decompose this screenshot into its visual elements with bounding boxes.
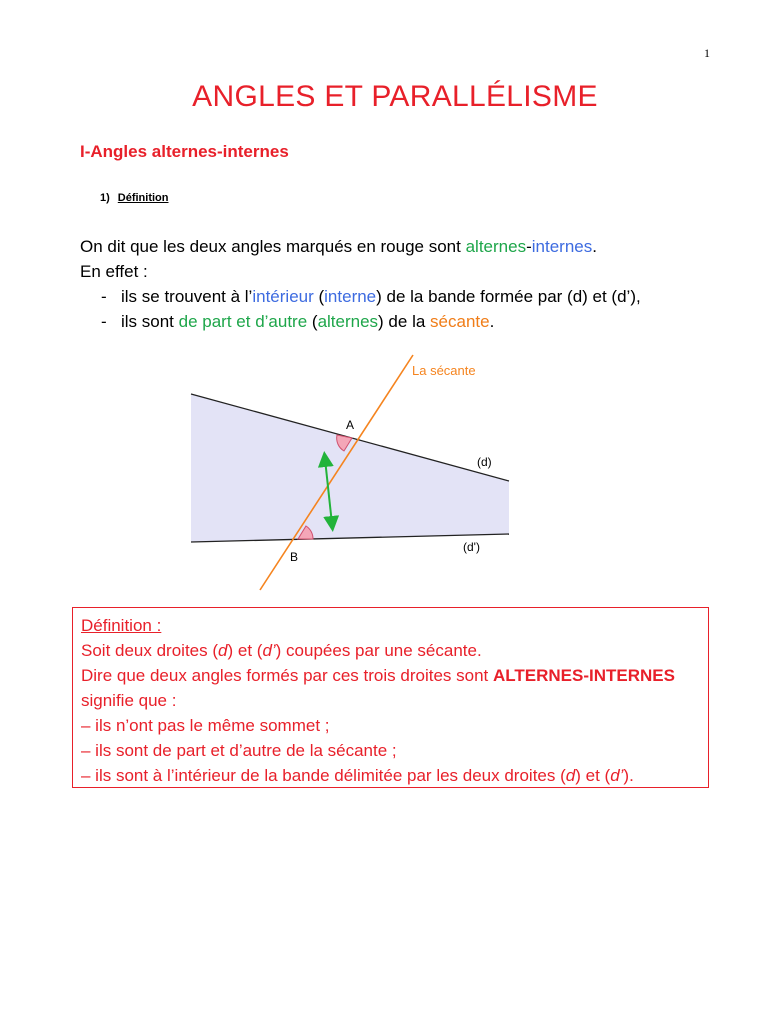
bullet-text: ( bbox=[313, 287, 325, 306]
definition-line-3: signifie que : bbox=[81, 691, 177, 710]
word-interieur: intérieur bbox=[252, 287, 314, 306]
def-text: ) coupées par une sécante. bbox=[275, 641, 482, 660]
definition-line-2 bbox=[81, 663, 700, 688]
bullet-text: ils se trouvent à l’ bbox=[121, 287, 253, 306]
bullet-text: ils sont bbox=[121, 312, 179, 331]
word-alternes: alternes bbox=[465, 237, 527, 256]
def-italic-d: d bbox=[218, 641, 228, 660]
bullet-text: ( bbox=[307, 312, 318, 331]
list-item bbox=[80, 284, 740, 309]
definition-line-4: – ils n’ont pas le même sommet ; bbox=[81, 716, 330, 735]
definition-line-5: – ils sont de part et d’autre de la sécante ; bbox=[81, 741, 397, 760]
bullet-text: . bbox=[489, 312, 495, 331]
word-internes: internes bbox=[531, 237, 593, 256]
phrase-de-part-et-dautre: de part et d’autre bbox=[178, 312, 308, 331]
def-text: Soit deux droites ( bbox=[81, 641, 219, 660]
point-a-label: A bbox=[346, 418, 355, 432]
intro-line-2: En effet : bbox=[80, 262, 148, 281]
definition-line-1 bbox=[81, 638, 700, 663]
period: . bbox=[592, 237, 597, 256]
def-text: ) et ( bbox=[575, 766, 611, 785]
def-text: – ils sont à l’intérieur de la bande délimitée par les deux droites ( bbox=[81, 766, 566, 785]
subsection-title: Définition bbox=[117, 192, 169, 204]
definition-box bbox=[72, 607, 709, 788]
intro-text bbox=[80, 234, 740, 334]
page-number: 1 bbox=[704, 46, 710, 60]
intro-list bbox=[80, 284, 740, 334]
def-text: Dire que deux angles formés par ces trois droites sont bbox=[81, 666, 493, 685]
bullet-text: ) de la bbox=[378, 312, 431, 331]
page-title: ANGLES ET PARALLÉLISME bbox=[192, 80, 598, 114]
def-strong: ALTERNES-INTERNES bbox=[492, 666, 675, 685]
dash: - bbox=[526, 237, 532, 256]
line-d-label: (d) bbox=[477, 455, 492, 469]
def-text: ). bbox=[623, 766, 634, 785]
section-title: I-Angles alternes-internes bbox=[80, 142, 289, 161]
word-alternes: alternes bbox=[317, 312, 379, 331]
point-b-label: B bbox=[290, 550, 299, 564]
figure-svg bbox=[186, 348, 526, 598]
intro-line-1 bbox=[80, 234, 740, 259]
subsection-heading bbox=[100, 192, 169, 204]
secant-label: La sécante bbox=[412, 363, 476, 378]
list-item bbox=[80, 309, 740, 334]
line-d-prime-label: (d') bbox=[463, 540, 480, 554]
def-italic-d: d bbox=[565, 766, 576, 785]
bullet-text: ) de la bande formée par (d) et (d’), bbox=[376, 287, 641, 306]
def-text: ) et ( bbox=[227, 641, 263, 660]
def-italic-d-prime: d’ bbox=[610, 766, 624, 785]
intro-text-span: On dit que les deux angles marqués en rouge sont bbox=[80, 237, 466, 256]
def-italic-d-prime: d’ bbox=[262, 641, 276, 660]
definition-line-6 bbox=[81, 763, 700, 788]
geometry-figure bbox=[186, 348, 526, 603]
word-secante: sécante bbox=[430, 312, 490, 331]
definition-title: Définition : bbox=[81, 616, 162, 635]
subsection-number: 1) bbox=[100, 192, 110, 204]
word-interne: interne bbox=[324, 287, 377, 306]
